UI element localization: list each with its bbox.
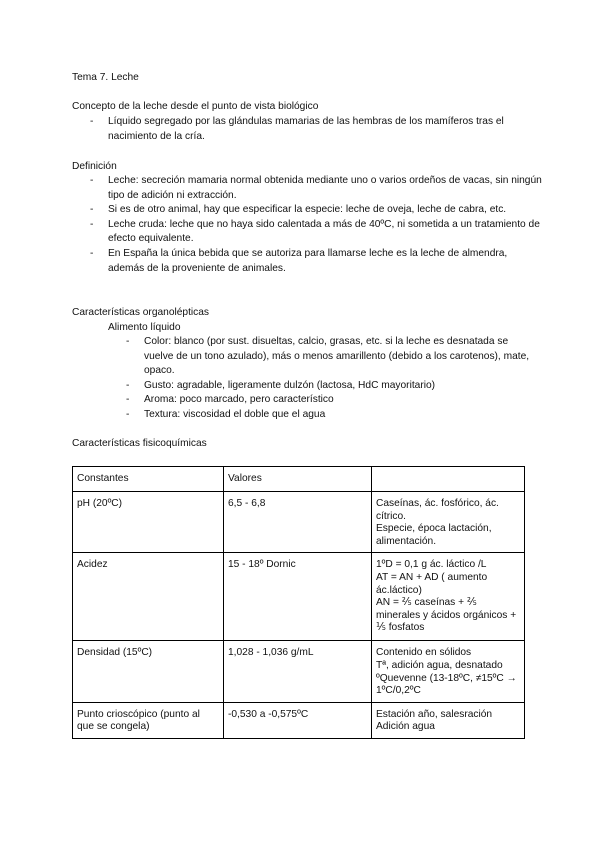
concepto-list <box>72 115 542 144</box>
document-title: Tema 7. Leche <box>72 72 139 83</box>
list-item: - Gusto: agradable, ligeramente dulzón (lactosa, HdC mayoritario) <box>126 379 436 391</box>
table-cell-valor: -0,530 a -0,575ºC <box>224 702 372 738</box>
list-item: - En España la única bebida que se autoriza para llamarse leche es la leche de almendra, además de la proveniente de animales. <box>90 247 508 274</box>
organolepticas-list <box>108 335 533 423</box>
subheading-alimento-liquido: Alimento líquido <box>108 322 181 333</box>
table-cell-notas: Estación año, salesración Adición agua <box>372 702 525 738</box>
list-item: - Textura: viscosidad el doble que el agua <box>126 408 326 420</box>
table-header-row <box>73 467 525 492</box>
section-heading-fisicoquimicas: Características fisicoquímicas <box>72 438 207 449</box>
table-header-cell <box>372 467 525 492</box>
fisicoquimicas-table <box>72 466 525 739</box>
list-item: - Aroma: poco marcado, pero característico <box>126 394 334 406</box>
table-row <box>73 492 525 553</box>
table-cell-notas: Contenido en sólidos Tª, adición agua, desnatado ºQuevenne (13-18ºC, ≠15ºC → 1ºC/0,2ºC <box>372 641 525 702</box>
list-item: - Leche cruda: leche que no haya sido calentada a más de 40ºC, ni sometida a un tratamiento de efecto equivalente. <box>90 218 540 245</box>
table-cell-valor: 15 - 18º Dornic <box>224 553 372 641</box>
table-cell-constante: Densidad (15ºC) <box>73 641 224 702</box>
list-item: - Color: blanco (por sust. disueltas, calcio, grasas, etc. si la leche es desnatada se vuelve de un tono azulado), más o menos amarillento (debido a los carotenos), mate, opaco. <box>126 336 530 377</box>
table-cell-valor: 6,5 - 6,8 <box>224 492 372 553</box>
table-row <box>73 702 525 738</box>
list-item: - Leche: secreción mamaria normal obtenida mediante uno o varios ordeños de vacas, sin ningún tipo de adición ni extracción. <box>90 175 542 201</box>
list-item: - Si es de otro animal, hay que especificar la especie: leche de oveja, leche de cabra, etc. <box>90 204 507 216</box>
table-cell-notas: 1ºD = 0,1 g ác. láctico /L AT = AN + AD ( aumento ác.láctico) AN = ⅖ caseínas + ⅖ minerales y ácidos orgánicos + ⅕ fosfatos <box>372 553 525 641</box>
section-heading-organolepticas: Características organolépticas <box>72 307 210 318</box>
list-item: - Líquido segregado por las glándulas mamarias de las hembras de los mamíferos tras el nacimiento de la cría. <box>90 116 504 142</box>
table-cell-constante: Punto crioscópico (punto al que se congela) <box>73 702 224 738</box>
section-heading-concepto: Concepto de la leche desde el punto de vista biológico <box>72 101 319 112</box>
definicion-list <box>72 174 542 276</box>
table-cell-constante: pH (20ºC) <box>73 492 224 553</box>
table-cell-constante: Acidez <box>73 553 224 641</box>
section-heading-definicion: Definición <box>72 161 117 172</box>
table-row <box>73 553 525 641</box>
table-header-cell: Valores <box>224 467 372 492</box>
table-cell-notas: Caseínas, ác. fosfórico, ác. cítrico. Especie, época lactación, alimentación. <box>372 492 525 553</box>
table-cell-valor: 1,028 - 1,036 g/mL <box>224 641 372 702</box>
table-header-cell: Constantes <box>73 467 224 492</box>
table-row <box>73 641 525 702</box>
